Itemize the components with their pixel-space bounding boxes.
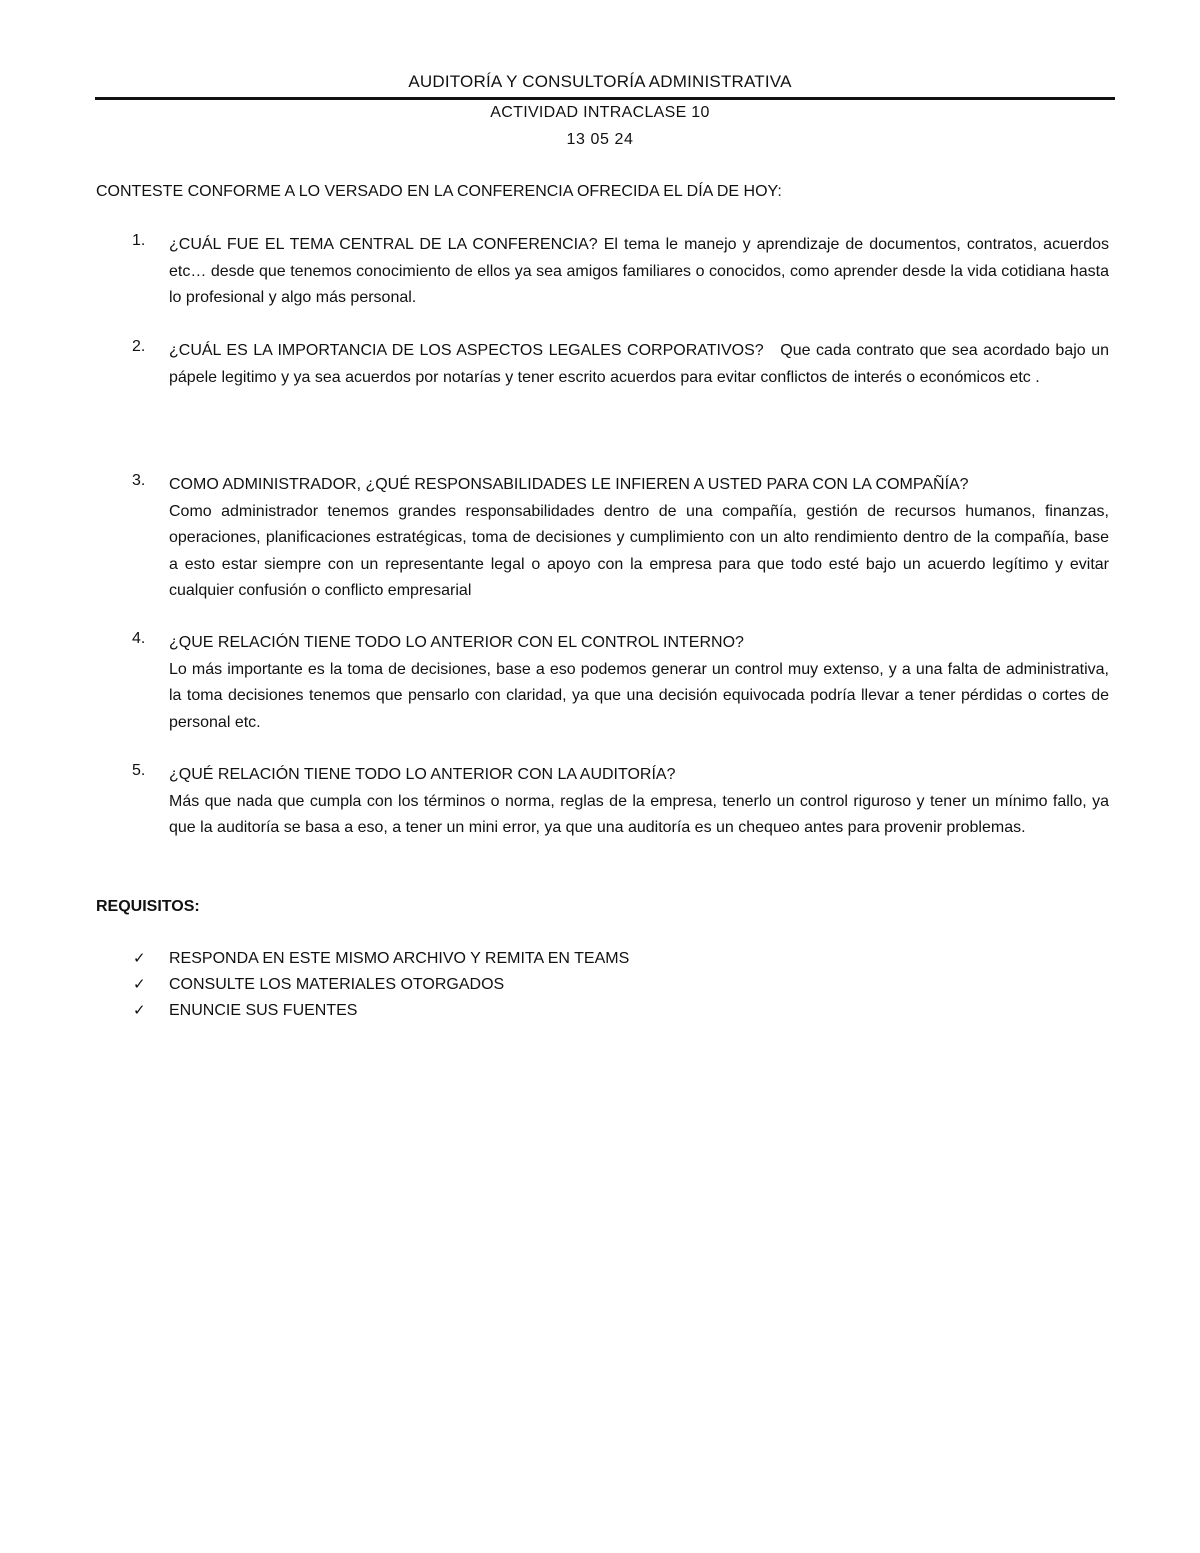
requirement-text: RESPONDA EN ESTE MISMO ARCHIVO Y REMITA EN TEAMS <box>169 950 630 967</box>
answer-text: Más que nada que cumpla con los términos o norma, reglas de la empresa, tenerlo un control riguroso y tener un mínimo fallo, ya que la auditoría se basa a eso, a tener un mini error, ya que una auditoría es un chequeo antes para provenir problemas. <box>169 792 1109 836</box>
document-date: 13 05 24 <box>566 131 634 148</box>
requirement-text: ENUNCIE SUS FUENTES <box>169 1002 358 1019</box>
activity-subtitle: ACTIVIDAD INTRACLASE 10 <box>490 104 710 121</box>
checkmark-icon: ✓ <box>133 1002 146 1019</box>
answer-text: El tema le manejo y aprendizaje de documentos, contratos, acuerdos etc… desde que tenemos conocimiento de ellos ya sea amigos familiares o conocidos, como aprender desde la vida cotidiana hasta lo profesional y algo más personal. <box>169 236 1109 306</box>
requirement-text: CONSULTE LOS MATERIALES OTORGADOS <box>169 976 505 993</box>
question-body <box>169 630 1109 736</box>
answer-text: Como administrador tenemos grandes responsabilidades dentro de una compañía, gestión de recursos humanos, finanzas, operaciones, planificaciones estratégicas, toma de decisiones y cumplimiento con un alto rendimiento dentro de la compañía, base a esto estar siempre con un representante legal o apoyo con la empresa para que todo esté bajo un acuerdo legítimo y evitar cualquier confusión o conflicto empresarial <box>169 502 1109 599</box>
question-body <box>169 762 1109 842</box>
question-number: 3. <box>132 472 146 489</box>
checkmark-icon: ✓ <box>133 976 146 993</box>
requirements-heading: REQUISITOS: <box>96 898 200 915</box>
document-title: AUDITORÍA Y CONSULTORÍA ADMINISTRATIVA <box>408 72 792 91</box>
question-body <box>169 232 1109 312</box>
question-body <box>169 338 1109 391</box>
question-text: ¿QUÉ RELACIÓN TIENE TODO LO ANTERIOR CON LA AUDITORÍA? <box>169 766 676 783</box>
question-number: 5. <box>132 762 146 779</box>
question-text: COMO ADMINISTRADOR, ¿QUÉ RESPONSABILIDADES LE INFIEREN A USTED PARA CON LA COMPAÑÍA? <box>169 476 969 493</box>
checkmark-icon: ✓ <box>133 950 146 967</box>
instructions-text: CONTESTE CONFORME A LO VERSADO EN LA CONFERENCIA OFRECIDA EL DÍA DE HOY: <box>96 183 782 200</box>
answer-text: Que cada contrato que sea acordado bajo un pápele legitimo y ya sea acuerdos por notarías y tener escrito acuerdos para evitar conflictos de interés o económicos etc . <box>169 342 1109 386</box>
question-number: 1. <box>132 232 146 249</box>
answer-text: Lo más importante es la toma de decisiones, base a eso podemos generar un control muy extenso, y a una falta de administrativa, la toma decisiones tenemos que pensarlo con claridad, ya que una decisión equivocada podría llevar a tener pérdidas o cortes de personal etc. <box>169 660 1109 731</box>
question-number: 2. <box>132 338 146 355</box>
question-number: 4. <box>132 630 146 647</box>
question-text: ¿CUÁL ES LA IMPORTANCIA DE LOS ASPECTOS LEGALES CORPORATIVOS? <box>169 342 764 359</box>
question-body <box>169 472 1109 605</box>
question-text: ¿QUE RELACIÓN TIENE TODO LO ANTERIOR CON EL CONTROL INTERNO? <box>169 634 744 651</box>
title-divider <box>95 97 1115 100</box>
question-text: ¿CUÁL FUE EL TEMA CENTRAL DE LA CONFERENCIA? <box>169 236 598 253</box>
